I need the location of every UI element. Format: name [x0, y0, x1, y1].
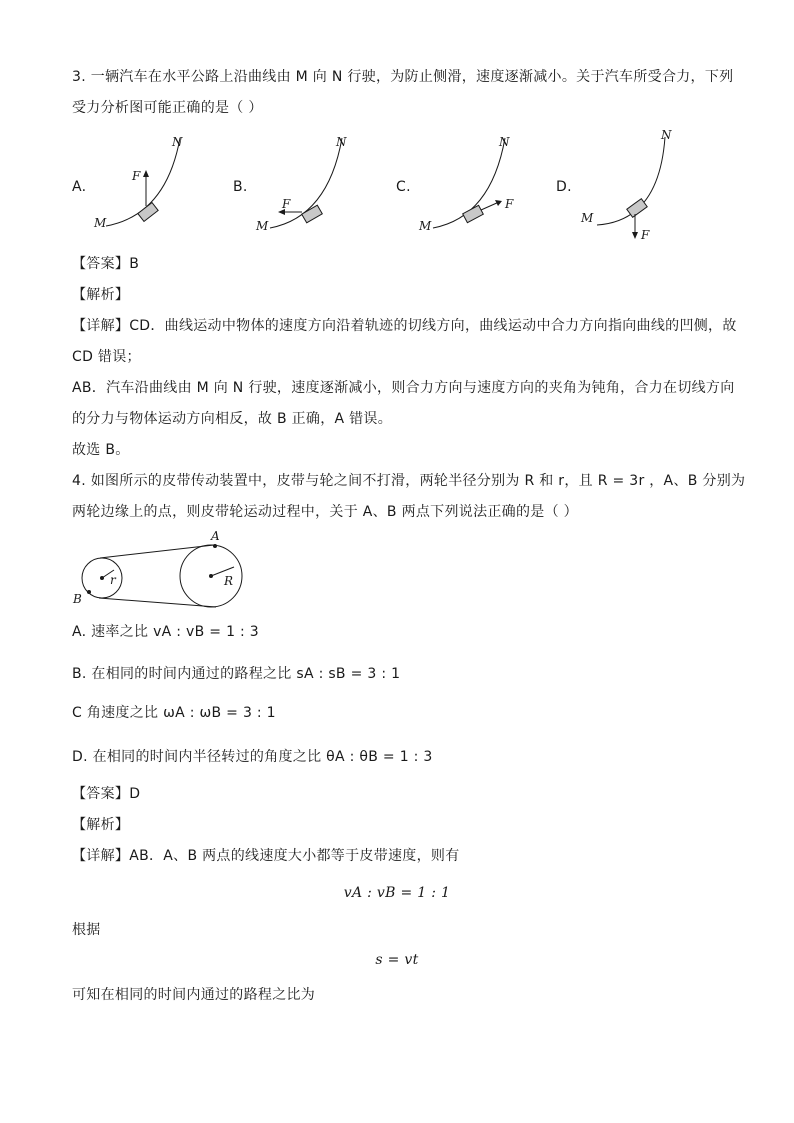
q3-answer: 【答案】B [72, 256, 140, 272]
q3-option-a-label: A. [72, 179, 87, 195]
q3-detail-4: 的分力与物体运动方向相反，故 B 正确，A 错误。 [72, 411, 393, 427]
q4-label-b: B [73, 592, 82, 606]
q3-detail-3: AB．汽车沿曲线由 M 向 N 行驶，速度逐渐减小，则合力方向与速度方向的夹角为钝角，合力在切线方向 [72, 380, 735, 396]
q3-c-label-m: M [419, 219, 432, 233]
q3-diagram-c [413, 130, 523, 235]
q3-d-label-m: M [581, 211, 594, 225]
q4-option-d: D. 在相同的时间内半径转过的角度之比 θA : θB = 1 : 3 [72, 749, 433, 765]
q3-b-label-n: N [336, 135, 347, 149]
q3-a-label-m: M [94, 216, 107, 230]
q4-option-a: A. 速率之比 vA : vB = 1 : 3 [72, 624, 260, 640]
q3-option-c-label: C. [396, 179, 411, 195]
q3-a-label-f: F [132, 169, 141, 183]
q3-d-label-n: N [661, 128, 672, 142]
q4-label-r-small: r [110, 573, 116, 587]
q4-line1: 4. 如图所示的皮带传动装置中，皮带与轮之间不打滑，两轮半径分别为 R 和 r，且 R = 3r ，A、B 分别为 [72, 473, 746, 489]
q4-detail-2: 可知在相同的时间内通过的路程之比为 [72, 987, 316, 1003]
q3-line2: 受力分析图可能正确的是（ ） [72, 100, 263, 116]
q3-detail-5: 故选 B。 [72, 442, 130, 458]
q4-analysis-heading: 【解析】 [72, 817, 130, 833]
q3-d-label-f: F [641, 228, 650, 242]
q3-a-label-n: N [172, 135, 183, 149]
q3-detail-2: CD 错误； [72, 349, 141, 365]
q3-analysis-heading: 【解析】 [72, 287, 130, 303]
q3-diagram-a [88, 130, 198, 235]
q3-b-label-m: M [256, 219, 269, 233]
q3-c-label-f: F [505, 197, 514, 211]
q4-equation-2: s = vt [375, 952, 419, 968]
q4-label-r-big: R [224, 574, 234, 588]
q3-detail-1: 【详解】CD．曲线运动中物体的速度方向沿着轨迹的切线方向，曲线运动中合力方向指向曲线的凹侧，故 [72, 318, 737, 334]
q4-option-c: C 角速度之比 ωA : ωB = 3 : 1 [72, 705, 276, 721]
q4-label-a: A [211, 529, 220, 543]
q4-line2: 两轮边缘上的点，则皮带轮运动过程中，关于 A、B 两点下列说法正确的是（ ） [72, 504, 578, 520]
q4-detail-1: 【详解】AB．A、B 两点的线速度大小都等于皮带速度，则有 [72, 848, 460, 864]
q4-option-b: B. 在相同的时间内通过的路程之比 sA : sB = 3 : 1 [72, 666, 401, 682]
q3-option-d-label: D. [556, 179, 572, 195]
q3-c-label-n: N [499, 135, 510, 149]
q4-equation-1: vA : vB = 1 : 1 [343, 885, 451, 901]
q3-diagram-d [575, 125, 685, 243]
q4-basis: 根据 [72, 922, 101, 938]
q3-diagram-b [250, 130, 360, 235]
q4-belt-diagram [68, 528, 258, 614]
q3-line1: 3. 一辆汽车在水平公路上沿曲线由 M 向 N 行驶，为防止侧滑，速度逐渐减小。关于汽车所受合力，下列 [72, 69, 734, 85]
q3-option-b-label: B. [233, 179, 248, 195]
q3-b-label-f: F [282, 197, 291, 211]
q4-answer: 【答案】D [72, 786, 141, 802]
